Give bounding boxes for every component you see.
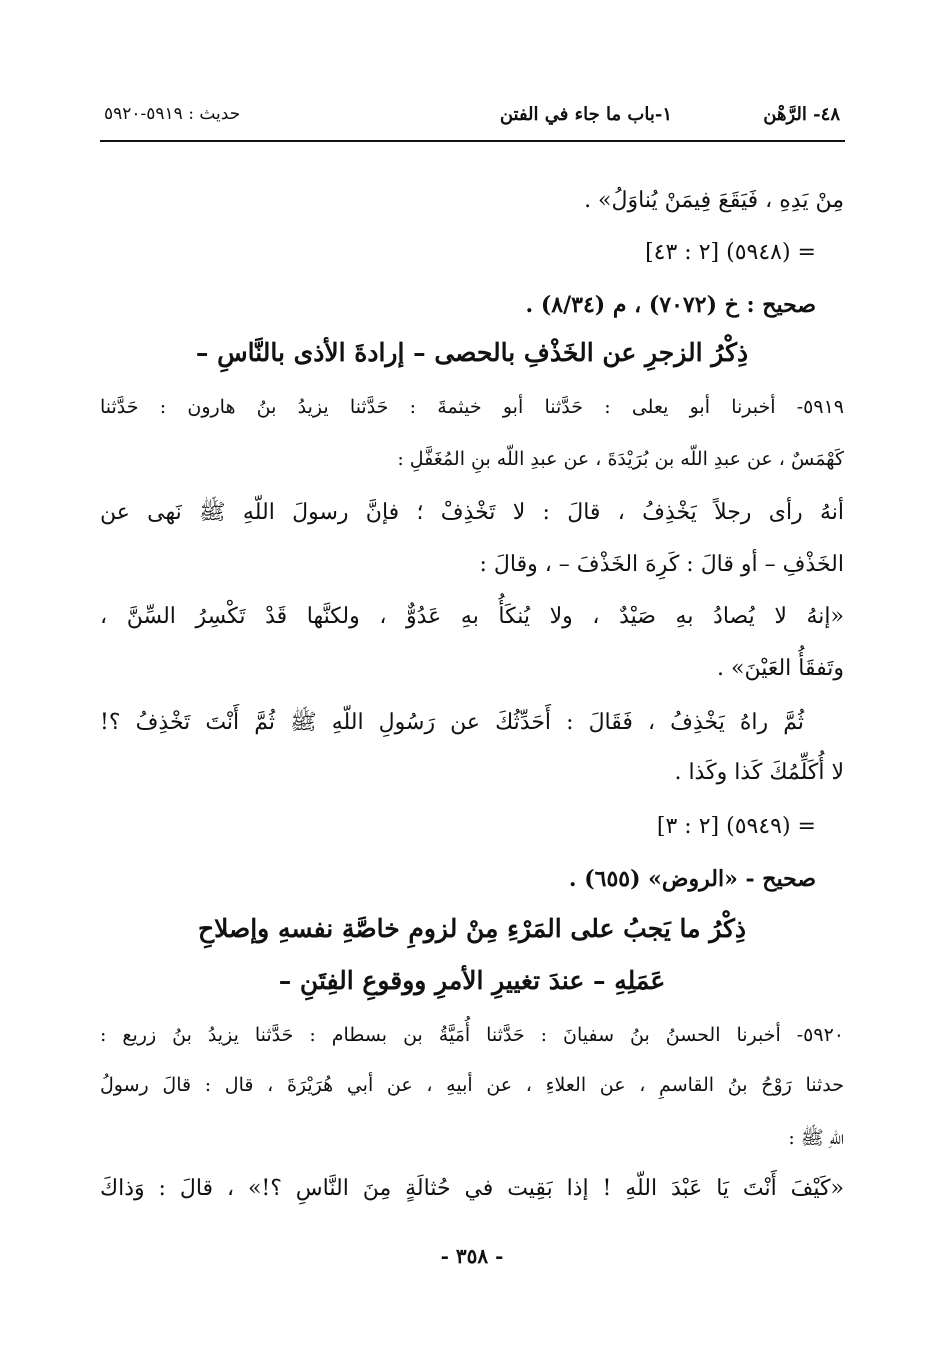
hadith-text: أنهُ رأى رجلاً يَخْذِفُ ، قالَ : لا تَخْذِفْ ؛ فإنَّ رسولَ اللّهِ ﷺ نَهى عن <box>100 500 844 525</box>
hadith-text: لا أُكَلِّمُكَ كَذا وكَذا . <box>674 760 844 785</box>
section-title: ١-باب ما جاء في الفتن <box>499 104 672 125</box>
hadith-text: ثُمَّ راهُ يَخْذِفُ ، فَقَالَ : أَحَدِّثُكَ عن رَسُولِ اللّهِ ﷺ ثُمَّ أَنْتَ تَخْذِفُ ؟! <box>100 710 804 735</box>
hadith-text: وتَفقَأُ العَيْنَ» . <box>717 656 844 681</box>
hadith-chain: ٥٩١٩- أخبرنا أبو يعلى : حَدَّثنا أبو خيثمةَ : حَدَّثنا يزيدُ بنُ هارون : حَدَّثنا <box>100 396 844 418</box>
hadith-text: الخَذْفِ – أو قالَ : كَرِهَ الخَذْفَ – ، وقالَ : <box>479 552 844 577</box>
hadith-chain: اللّهِ ﷺ : <box>788 1127 844 1149</box>
hadith-range: حديث : ٥٩١٩-٥٩٢٠ <box>104 104 241 124</box>
hadith-chain: حدثنا رَوْحُ بنُ القاسمِ ، عن العلاءِ ، عن أبيهِ ، عن أبي هُرَيْرَةَ ، قال : قالَ رسولُ <box>100 1074 844 1096</box>
hadith-text: «كَيْفَ أَنْتَ يَا عَبْدَ اللّهِ ! إذا بَقِيت في حُثالَةٍ مِنَ النَّاسِ ؟!» ، قالَ : وَذاكَ <box>100 1176 844 1201</box>
chapter-heading: ذِكْرُ ما يَجبُ على المَرْءِ مِنْ لزومِ خاصَّةِ نفسهِ وإصلاحِ <box>197 914 747 943</box>
page-number: - ٣٥٨ - <box>440 1244 504 1268</box>
hadith-chain: ٥٩٢٠- أخبرنا الحسنُ بنُ سفيانَ : حَدَّثنا أُمَيَّةُ بن بسطام : حَدَّثنا يزيدُ بنُ زريع : <box>100 1024 844 1046</box>
chapter-heading-continued: عَمَلِهِ – عندَ تغييرِ الأمرِ ووقوعِ الفِتَنِ – <box>278 966 666 995</box>
cross-reference: = (٥٩٤٩) [٢ : ٣] <box>656 814 816 839</box>
hadith-chain: كَهْمَسٌ ، عن عبدِ اللّه بن بُرَيْدَةَ ، عن عبدِ اللّه بنِ المُغَفَّلِ : <box>397 448 844 470</box>
cross-reference: = (٥٩٤٨) [٢ : ٤٣] <box>645 240 816 265</box>
header-rule <box>100 140 845 142</box>
running-header <box>104 96 840 136</box>
chapter-heading: ذِكْرُ الزجرِ عن الخَذْفِ بالحصى – إرادةَ الأذى بالنَّاسِ – <box>195 338 749 367</box>
hadith-text: «إنهُ لا يُصادُ بهِ صَيْدٌ ، ولا يُنكَأُ بهِ عَدُوٌّ ، ولكنَّها قَدْ تَكْسِرُ السِّنَّ ، <box>100 604 844 629</box>
grading-note: صحيح : خ (٧٠٧٢) ، م (٨/٣٤) . <box>525 292 816 318</box>
grading-note: صحيح - «الروض» (٦٥٥) . <box>568 866 816 892</box>
chapter-title: ٤٨- الرَّهْن <box>763 104 840 125</box>
text-line: مِنْ يَدِهِ ، فَيَقَعَ فِيمَنْ يُناوَلُ» . <box>584 188 844 213</box>
